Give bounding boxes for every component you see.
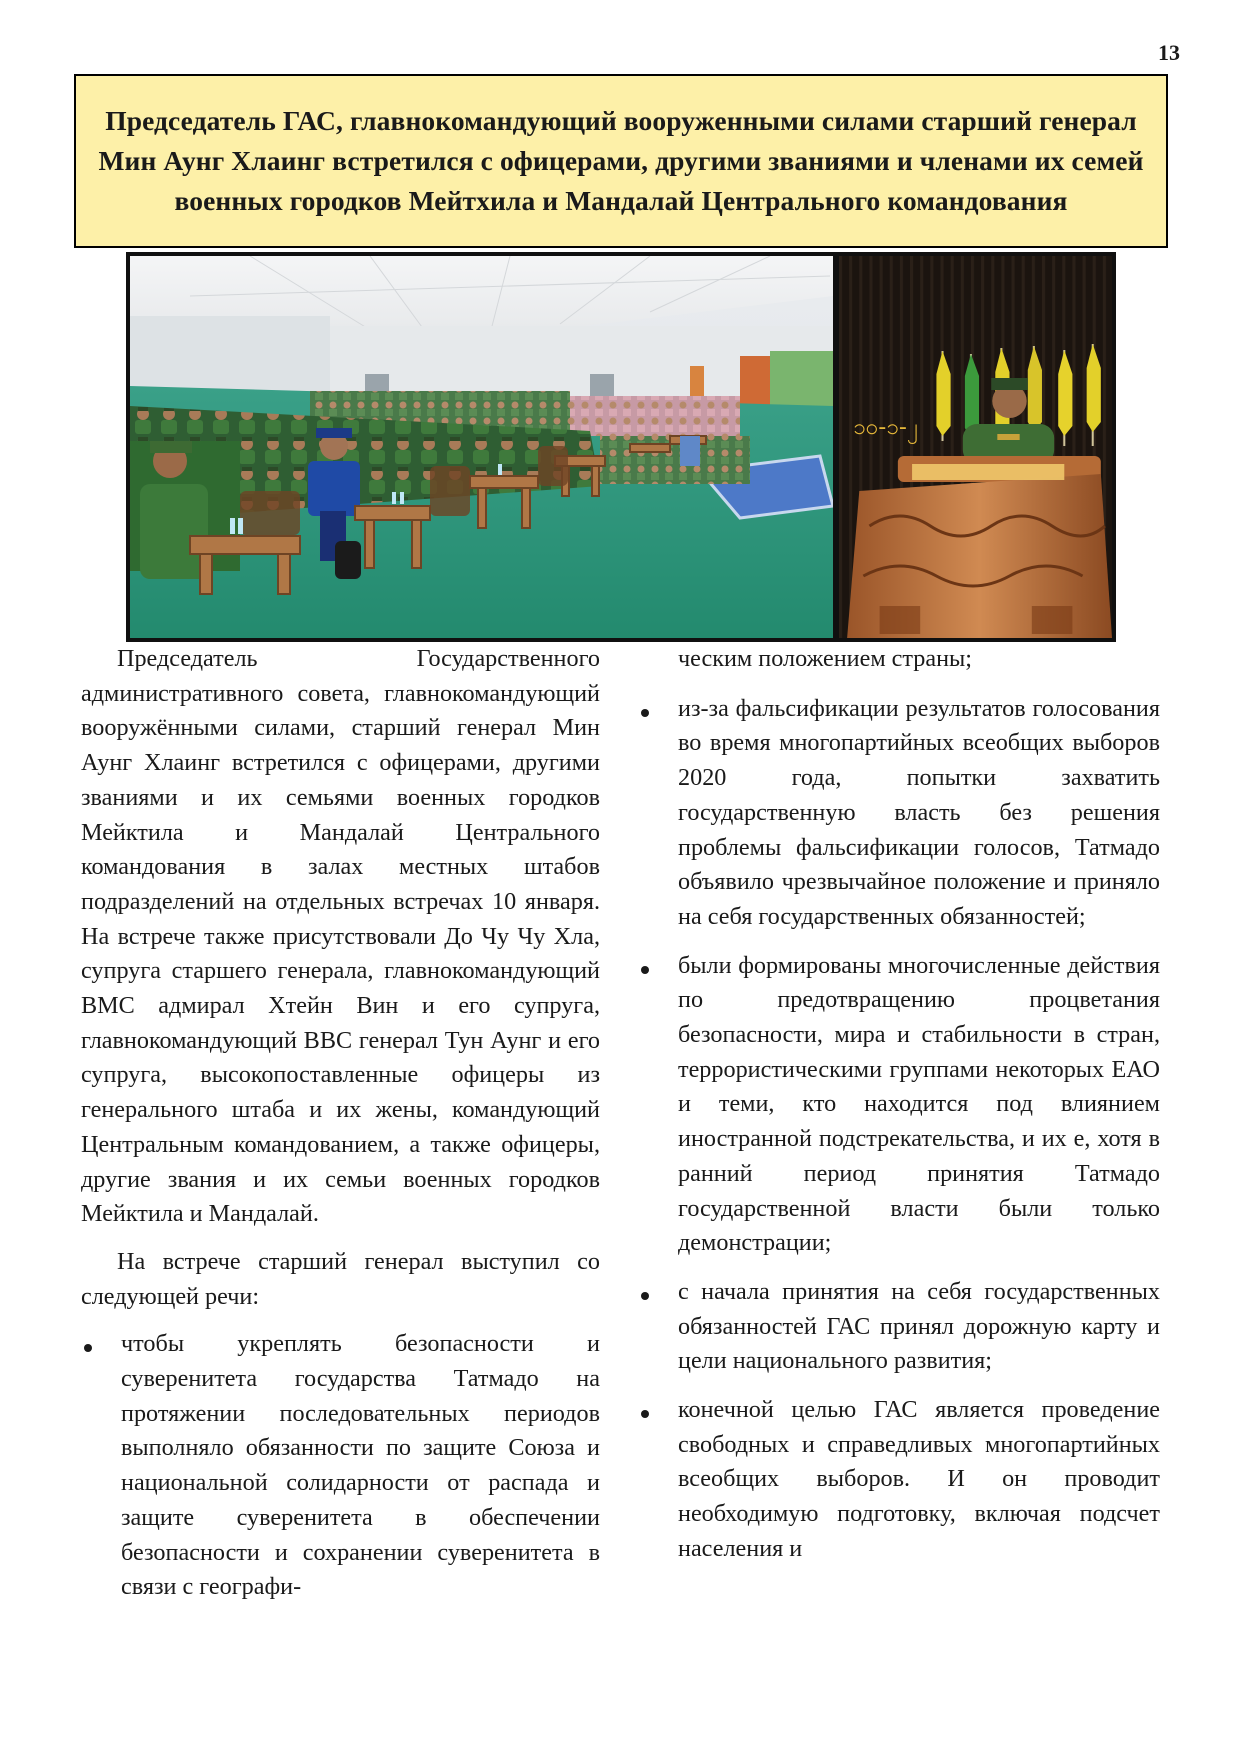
intro-paragraph: Председатель Государственного административного совета, главнокомандующий вооружёнными силами, старший генерал Мин Аунг Хлаинг встретился с офицерами, другими званиями и их семьями военных городков Мейктила и Мандалай Центрального командования в залах местных штабов подразделений на отдельных встречах 10 января. На встрече также присутствовали До Чу Чу Хла, супруга старшего генерала, главнокомандующий ВМС адмирал Хтейн Вин и его супруга, главнокомандующий ВВС генерал Тун Аунг и его супруга, высокопоставленные офицеры из генерального штаба и их жены, командующий Центральным командованием, а также офицеры, другие звания и их семьи военных городков Мейктила и Мандалай. [81,645,600,1228]
podium-banner-text: ၁၀-၁-၂ [853,414,918,440]
photo-strip [126,252,1116,642]
headline-box [74,74,1168,248]
speech-points-list-left [81,1327,600,1605]
speech-point: чтобы укреплять безопасности и суверенитета государства Татмадо на протяжении последовательных периодов выполняло обязанности по защите Союза и национальной солидарности от распада и защите суверенитета в обеспечении безопасности и сохранении суверенитета в связи с географи- [81,1327,600,1605]
page-number: 13 [1158,40,1180,65]
speech-point: с начала принятия на себя государственных обязанностей ГАС принял дорожную карту и цели национального развития; [638,1275,1160,1379]
left-column [81,642,600,1619]
speech-point: конечной целью ГАС является проведение свободных и справедливых многопартийных всеобщих выборов. И он проводит необходимую подготовку, включая подсчет населения и [638,1393,1160,1567]
speech-points-list-right [638,692,1160,1567]
speaker-podium-photo [839,256,1112,638]
speech-intro-paragraph: На встрече старший генерал выступил со следующей речи: [81,1247,600,1310]
right-column [638,642,1160,1581]
continued-text: ческим положением страны; [678,645,973,672]
speech-point: были формированы многочисленные действия по предотвращению процветания безопасности, мира и стабильности в стран, террористическими группами некоторых ЕАО и теми, кто находится под влиянием иностранной подстрекательства, и их е, хотя в ранний период принятия Татмадо государственной власти были только демонстрации; [638,949,1160,1261]
speech-point: из-за фальсификации результатов голосования во время многопартийных всеобщих выборов 2020 года, попытки захватить государственную власть без решения проблемы фальсификации голосов, Татмадо объявило чрезвычайное положение и приняло на себя государственных обязанностей; [638,692,1160,935]
speaker-illustration [839,256,1112,638]
audience-illustration [130,256,833,638]
headline: Председатель ГАС, главнокомандующий вооруженными силами старший генерал Мин Аунг Хлаинг встретился с офицерами, другими званиями и членами их семей военных городков Мейтхила и Мандалай Центрального командования [98,105,1144,216]
meeting-hall-photo [130,256,833,638]
